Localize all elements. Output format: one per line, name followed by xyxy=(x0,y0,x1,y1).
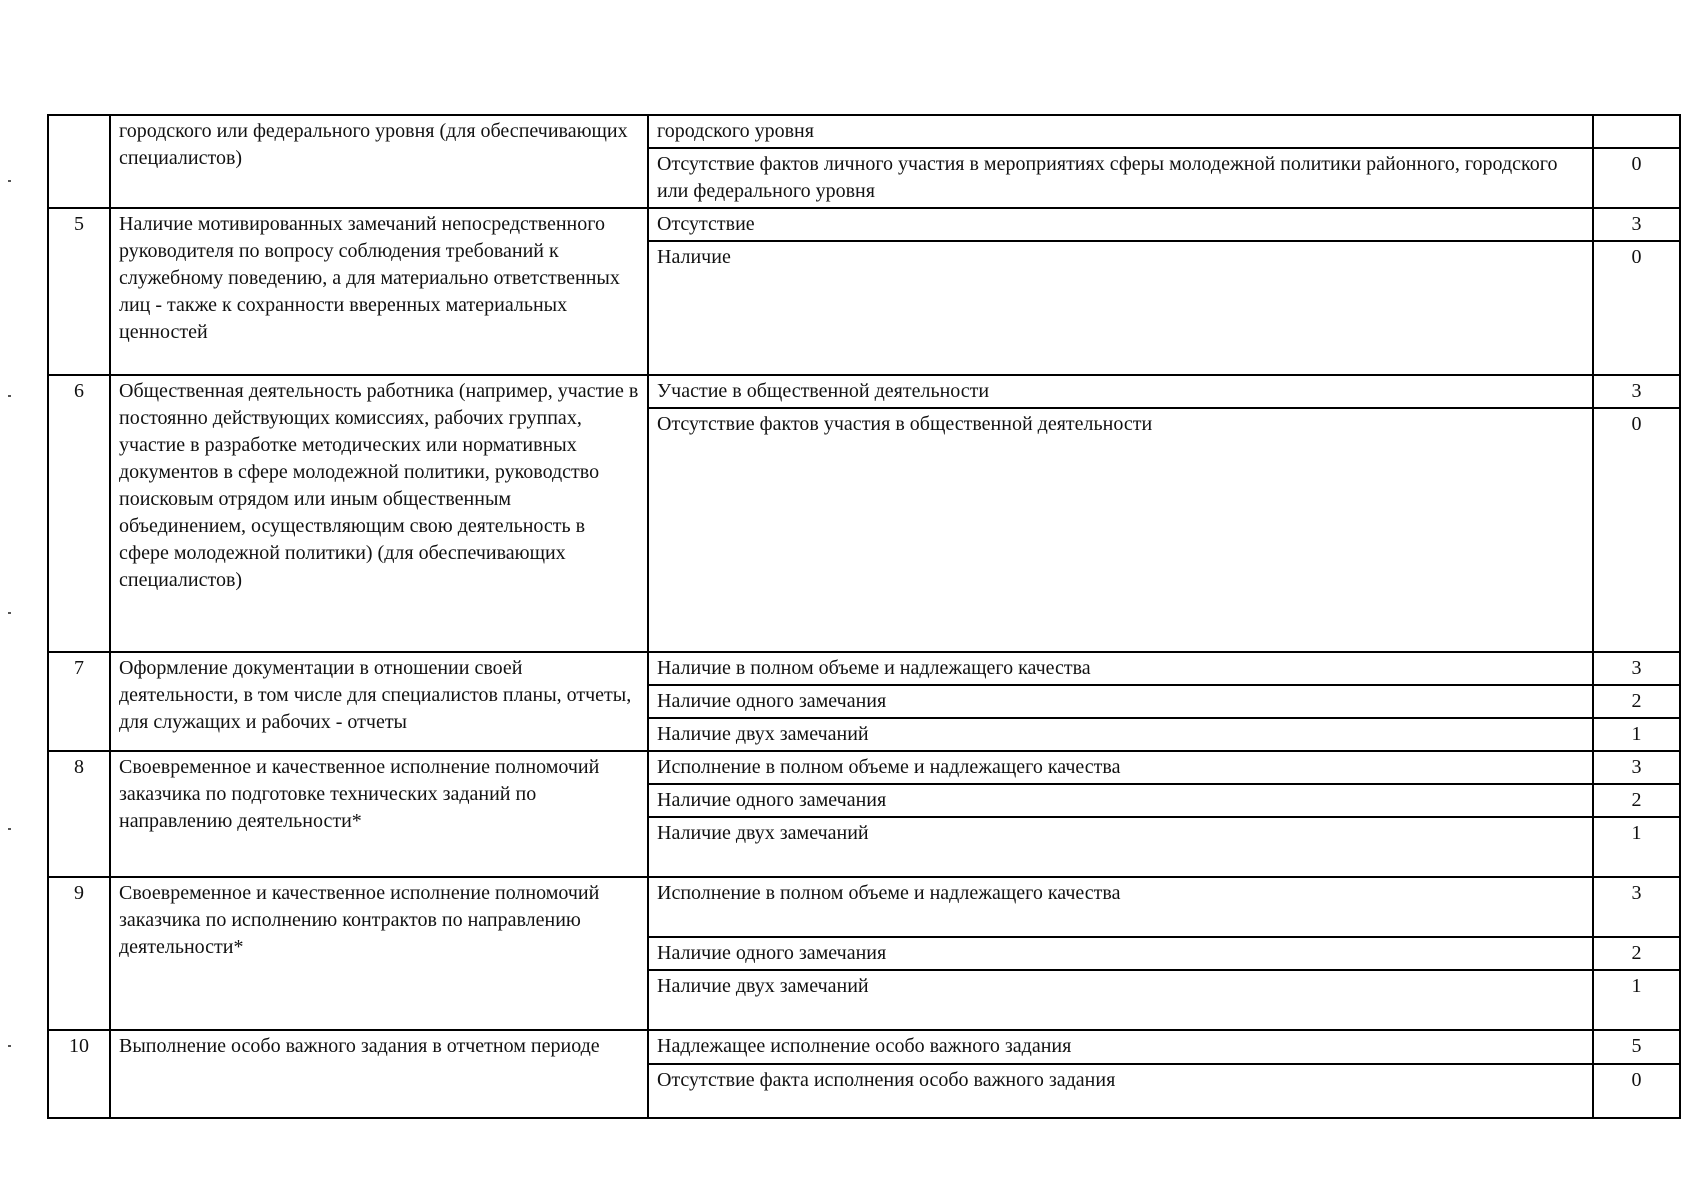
option-text: Отсутствие xyxy=(648,208,1593,241)
criterion-text: Наличие мотивированных замечаний непосредственного руководителя по вопросу соблюдения требований к служебному поведению, а для материально ответственных лиц - также к сохранности вверенных материальных ценностей xyxy=(110,208,648,375)
row-number: 5 xyxy=(48,208,110,375)
option-text: Наличие одного замечания xyxy=(648,685,1593,718)
table-row xyxy=(48,652,1680,685)
table-row xyxy=(48,115,1680,148)
option-text: Отсутствие факта исполнения особо важного задания xyxy=(648,1064,1593,1118)
criterion-text: Своевременное и качественное исполнение полномочий заказчика по исполнению контрактов по направлению деятельности* xyxy=(110,877,648,1030)
option-points: 3 xyxy=(1593,751,1680,784)
criterion-text: Оформление документации в отношении своей деятельности, в том числе для специалистов планы, отчеты, для служащих и рабочих - отчеты xyxy=(110,652,648,751)
option-text: Наличие двух замечаний xyxy=(648,970,1593,1030)
option-points xyxy=(1593,115,1680,148)
row-number: 8 xyxy=(48,751,110,877)
table-row xyxy=(48,208,1680,241)
table-row xyxy=(48,1030,1680,1064)
row-number xyxy=(48,115,110,208)
option-text: Наличие в полном объеме и надлежащего качества xyxy=(648,652,1593,685)
option-text: Исполнение в полном объеме и надлежащего качества xyxy=(648,877,1593,937)
table-row xyxy=(48,375,1680,408)
option-text: Отсутствие фактов личного участия в мероприятиях сферы молодежной политики районного, городского или федерального уровня xyxy=(648,148,1593,208)
option-points: 3 xyxy=(1593,375,1680,408)
option-points: 1 xyxy=(1593,970,1680,1030)
option-points: 1 xyxy=(1593,817,1680,877)
option-points: 5 xyxy=(1593,1030,1680,1064)
criterion-text: Своевременное и качественное исполнение полномочий заказчика по подготовке технических заданий по направлению деятельности* xyxy=(110,751,648,877)
option-text: Участие в общественной деятельности xyxy=(648,375,1593,408)
option-text: Наличие двух замечаний xyxy=(648,817,1593,877)
option-text: Наличие xyxy=(648,241,1593,375)
option-points: 2 xyxy=(1593,784,1680,817)
criteria-table-body xyxy=(48,115,1680,1118)
option-points: 2 xyxy=(1593,685,1680,718)
option-points: 1 xyxy=(1593,718,1680,751)
option-points: 2 xyxy=(1593,937,1680,970)
option-text: Наличие одного замечания xyxy=(648,937,1593,970)
option-points: 0 xyxy=(1593,241,1680,375)
option-text: Наличие двух замечаний xyxy=(648,718,1593,751)
option-points: 0 xyxy=(1593,148,1680,208)
table-row xyxy=(48,751,1680,784)
criterion-text: Общественная деятельность работника (например, участие в постоянно действующих комиссиях, рабочих группах, участие в разработке методических или нормативных документов в сфере молодежной политики, руководство поисковым отрядом или иным общественным объединением, осуществляющим свою деятельность в сфере молодежной политики) (для обеспечивающих специалистов) xyxy=(110,375,648,652)
option-points: 0 xyxy=(1593,408,1680,652)
option-text: городского уровня xyxy=(648,115,1593,148)
option-text: Отсутствие фактов участия в общественной деятельности xyxy=(648,408,1593,652)
option-text: Исполнение в полном объеме и надлежащего качества xyxy=(648,751,1593,784)
row-number: 10 xyxy=(48,1030,110,1118)
row-number: 7 xyxy=(48,652,110,751)
table-row xyxy=(48,877,1680,937)
row-number: 9 xyxy=(48,877,110,1030)
criterion-text: городского или федерального уровня (для обеспечивающих специалистов) xyxy=(110,115,648,208)
row-number: 6 xyxy=(48,375,110,652)
option-text: Наличие одного замечания xyxy=(648,784,1593,817)
option-points: 3 xyxy=(1593,652,1680,685)
option-points: 3 xyxy=(1593,208,1680,241)
option-points: 0 xyxy=(1593,1064,1680,1118)
criteria-table xyxy=(47,114,1681,1119)
option-text: Надлежащее исполнение особо важного задания xyxy=(648,1030,1593,1064)
criterion-text: Выполнение особо важного задания в отчетном периоде xyxy=(110,1030,648,1118)
option-points: 3 xyxy=(1593,877,1680,937)
